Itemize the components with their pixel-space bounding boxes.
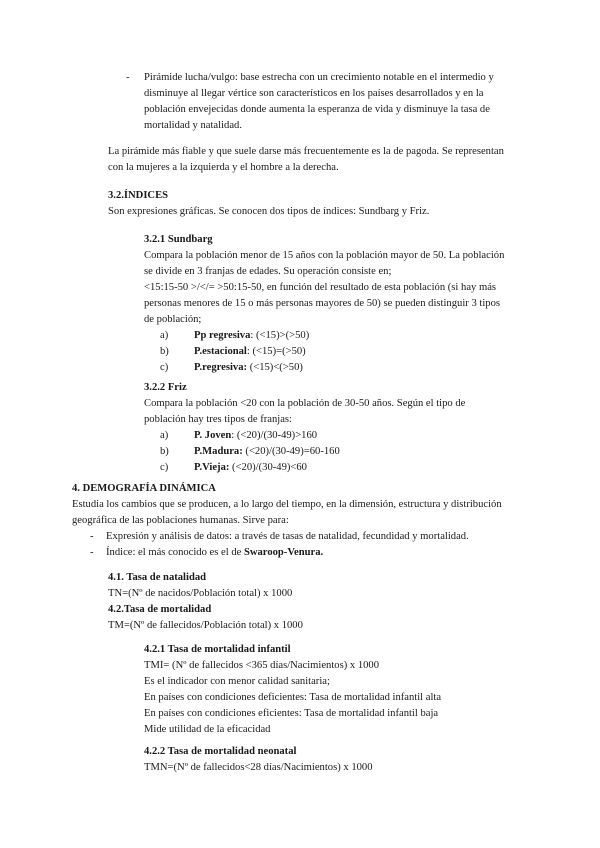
section-heading: 3.2.ÍNDICES xyxy=(108,190,169,201)
list-marker: c) xyxy=(160,462,169,473)
bullet-bold-text: Swaroop-Venura. xyxy=(243,547,324,558)
tasas-section xyxy=(108,570,303,634)
formula: TMN=(Nº de fallecidos<28 días/Nacimientos) x 1000 xyxy=(144,762,373,773)
text-line: TMI= (Nº de fallecidos <365 días/Nacimientos) x 1000 xyxy=(144,660,380,671)
list-item xyxy=(144,360,504,376)
list-text: : (<15)=(>50) xyxy=(246,346,306,357)
subsection-heading: 4.2.Tasa de mortalidad xyxy=(108,604,212,615)
friz-section xyxy=(144,380,465,476)
text-line: población hay tres tipos de franjas: xyxy=(144,414,292,425)
bullet-marker: - xyxy=(90,531,94,542)
text-line: de población; xyxy=(144,314,202,325)
paragraph-line: con la mujeres a la izquierda y el hombre a la derecha. xyxy=(108,162,339,173)
paragraph-line: La pirámide más fiable y que suele darse más frecuentemente es la de pagoda. Se representan xyxy=(108,146,504,157)
mortalidad-infantil-section xyxy=(144,642,441,738)
formula: TM=(Nº de fallecidos/Población total) x 1000 xyxy=(108,620,303,631)
bullet-line: mortalidad y natalidad. xyxy=(144,120,242,131)
bullet-line: disminuye al llegar vértice son característicos en los países desarrollados y en la xyxy=(144,88,484,99)
list-marker: a) xyxy=(160,330,169,341)
section-heading: 4. DEMOGRAFÍA DINÁMICA xyxy=(72,483,216,494)
text-line: Estudia los cambios que se producen, a lo largo del tiempo, en la dimensión, estructura y distribución xyxy=(72,499,502,510)
text-line: Compara la población <20 con la población de 30-50 años. Según el tipo de xyxy=(144,398,466,409)
list-marker: b) xyxy=(160,346,169,357)
subsection-heading: 4.1. Tasa de natalidad xyxy=(108,572,207,583)
list-item xyxy=(144,328,504,344)
bullet-line: población envejecidas donde aumenta la esperanza de vida y disminuye la tasa de xyxy=(144,104,490,115)
section-intro: Son expresiones gráficas. Se conocen dos tipos de índices: Sundbarg y Friz. xyxy=(108,206,430,217)
list-label: P.estacional xyxy=(194,346,247,357)
list-text: (<20)/(30-49)=60-160 xyxy=(242,446,340,457)
bullet-marker: - xyxy=(126,72,130,83)
bullet-text: Índice: el más conocido es el de xyxy=(106,547,244,558)
subsection-heading: 4.2.2 Tasa de mortalidad neonatal xyxy=(144,746,297,757)
demografia-section xyxy=(72,481,502,561)
list-label: P. Joven xyxy=(194,430,232,441)
mortalidad-neonatal-section xyxy=(144,744,373,776)
sundbarg-section xyxy=(144,232,504,376)
subsection-heading: 3.2.1 Sundbarg xyxy=(144,234,213,245)
list-text: (<20)/(30-49)<60 xyxy=(229,462,307,473)
indices-section xyxy=(108,188,429,220)
list-marker: c) xyxy=(160,362,169,373)
list-text: (<15)<(>50) xyxy=(247,362,303,373)
formula: TN=(Nº de nacidos/Población total) x 1000 xyxy=(108,588,293,599)
list-label: P.regresiva: xyxy=(194,362,248,373)
list-item xyxy=(72,529,502,545)
list-item xyxy=(144,428,465,444)
bullet-line: Pirámide lucha/vulgo: base estrecha con un crecimiento notable en el intermedio y xyxy=(144,72,494,83)
text-line: Compara la población menor de 15 años con la población mayor de 50. La población xyxy=(144,250,505,261)
text-line: Mide utilidad de la eficacidad xyxy=(144,724,271,735)
text-line: <15:15-50 >/</= >50:15-50, en función del resultado de esta población (si hay más xyxy=(144,282,497,293)
list-item xyxy=(144,344,504,360)
list-marker: b) xyxy=(160,446,169,457)
list-item xyxy=(72,545,502,561)
list-marker: a) xyxy=(160,430,169,441)
list-text: : (<20)/(30-49)>160 xyxy=(231,430,318,441)
subsection-heading: 3.2.2 Friz xyxy=(144,382,187,393)
text-line: Es el indicador con menor calidad sanitaria; xyxy=(144,676,330,687)
text-line: personas menores de 15 o más personas mayores de 50) se pueden distinguir 3 tipos xyxy=(144,298,500,309)
pagoda-paragraph xyxy=(108,144,504,176)
text-line: En países con condiciones eficientes: Tasa de mortalidad infantil baja xyxy=(144,708,439,719)
list-text: : (<15)>(>50) xyxy=(250,330,310,341)
list-item xyxy=(144,444,465,460)
subsection-heading: 4.2.1 Tasa de mortalidad infantil xyxy=(144,644,291,655)
list-item xyxy=(144,460,465,476)
text-line: se divide en 3 franjas de edades. Su operación consiste en; xyxy=(144,266,392,277)
list-label: P.Madura: xyxy=(194,446,243,457)
text-line: geográfica de las poblaciones humanas. Sirve para: xyxy=(72,515,289,526)
list-label: Pp regresiva xyxy=(194,330,251,341)
bullet-marker: - xyxy=(90,547,94,558)
list-label: P.Vieja: xyxy=(194,462,230,473)
intro-bullet xyxy=(126,70,494,134)
text-line: En países con condiciones deficientes: Tasa de mortalidad infantil alta xyxy=(144,692,442,703)
bullet-text: Expresión y análisis de datos: a través de tasas de natalidad, fecundidad y mortalidad. xyxy=(106,531,469,542)
